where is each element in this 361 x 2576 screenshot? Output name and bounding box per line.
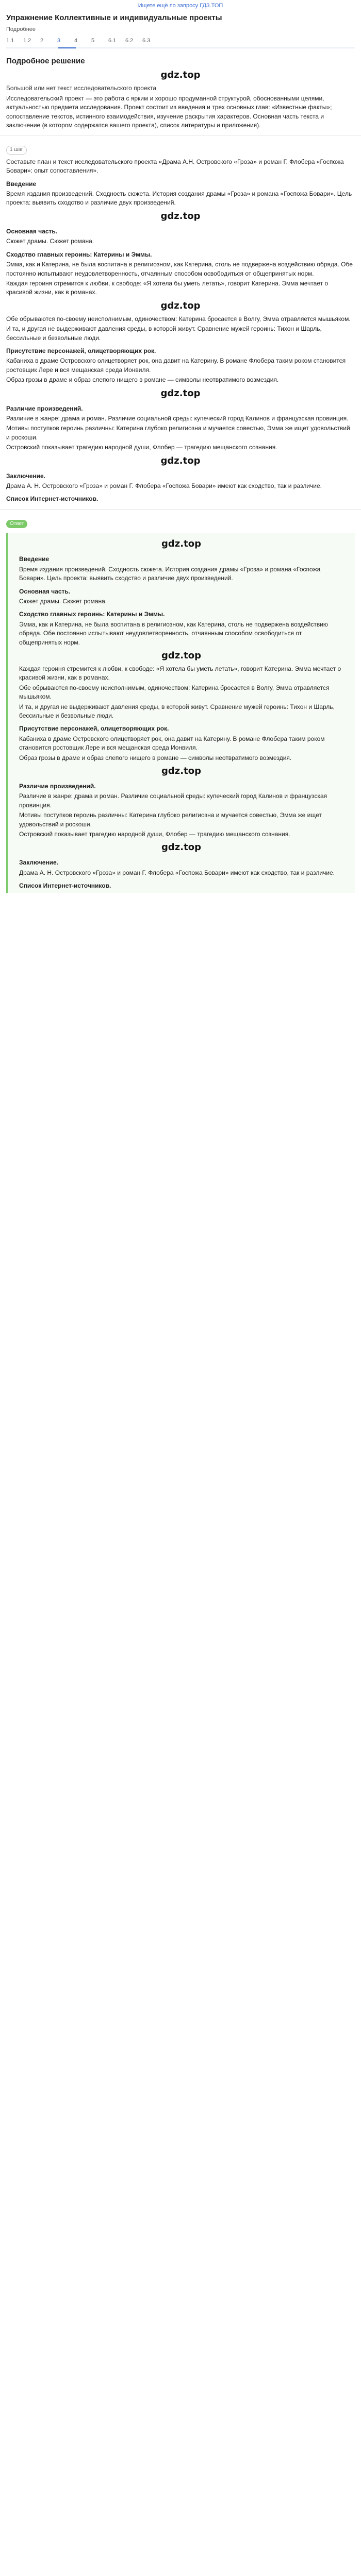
answer-concl-para: Драма А. Н. Островского «Гроза» и роман Г. Флобера «Госпожа Бовари» имеют как сходство, так и различие. xyxy=(19,869,335,876)
pager-item[interactable]: 6.2 xyxy=(125,37,134,44)
answer-heading-main: Основная часть. xyxy=(19,587,71,595)
diff-1: Различие в жанре: драма и роман. Различие социальной среды: купеческий город Калинов и французская провинция. xyxy=(6,415,349,422)
answer-heading-intro: Введение xyxy=(19,555,50,563)
watermark: gdz.top xyxy=(160,300,201,311)
answer-diff-1: Различие в жанре: драма и роман. Различие социальной среды: купеческий город Калинов и французская провинция. xyxy=(19,792,327,809)
section-title: Подробное решение xyxy=(6,56,85,65)
answer-para-3: Обе обрываются по-своему неисполнимым, одиночеством: Катерина бросается в Волгу, Эмма отравляется мышьяком. xyxy=(19,684,330,701)
intro-paragraph: Исследовательский проект — это работа с ярким и хорошо продуманной структурой, обоснованными целями, актуальностью предмета исследования. Проект состоит из введения и трех основных глав: «Известные факты»; сопоставление текстов, истинного взаимодействия, изучение раскрытия характеров. Основная часть текста и заключение (в котором содержатся вашего проекта), список литературы и приложения). xyxy=(6,94,332,129)
answer-present-1: Кабаниха в драме Островского олицетворяет рок, она давит на Катерину. В романе Флобера таким роком становится ростовщик Лере и вся мещанская среда Ионвиля. xyxy=(19,735,325,752)
para-plot: Сюжет драмы. Сюжет романа. xyxy=(6,238,94,245)
watermark: gdz.top xyxy=(160,210,201,222)
answer-diff-3: Островский показывает трагедию народной души, Флобер — трагедию мещанского сознания. xyxy=(19,831,290,838)
answer-heading-heroines: Сходство главных героинь: Катерины и Эммы. xyxy=(19,611,165,618)
heading-diff: Различие произведений. xyxy=(6,404,83,412)
answer-heading-concl: Заключение. xyxy=(19,859,59,867)
present-2: Образ грозы в драме и образ слепого нищего в романе — символы неотвратимого возмездия. xyxy=(6,376,279,384)
watermark: gdz.top xyxy=(161,650,201,661)
answer-para-1: Эмма, как и Катерина, не была воспитана в религиозном, как Катерина, столь не подвержена воздействию обряда. Обе постоянно испытывают неудовлетворенность, отчаянным способом освободиться от общепринятых норм. xyxy=(19,620,328,646)
concl-para: Драма А. Н. Островского «Гроза» и роман Г. Флобера «Госпожа Бовари» имеют как сходство, так и различие. xyxy=(6,482,322,490)
subhead: Подробнее xyxy=(6,26,36,32)
pager-item[interactable]: 6.3 xyxy=(142,37,151,44)
answer-present-2: Образ грозы в драме и образ слепого нищего в романе — символы неотвратимого возмездия. xyxy=(19,754,292,761)
para-1: Эмма, как и Катерина, не была воспитана в религиозном, как Катерина, столь не подвержена воздействию обряда. Обе постоянно испытывают неудовлетворенность, отчаянным способом освободиться от общепринятых норм. xyxy=(6,261,353,277)
answer-heading-diff: Различие произведений. xyxy=(19,783,96,790)
watermark: gdz.top xyxy=(160,455,201,466)
para-4: И та, и другая не выдерживают давления среды, в которой живут. Сравнение мужей героинь: Тихон и Шарль, бессильные и безвольные люди. xyxy=(6,325,322,342)
para-2: Каждая героиня стремится к любви, к свободе: «Я хотела бы уметь летать», говорит Катерина. Эмма мечтает о красивой жизни, как в романах. xyxy=(6,279,329,296)
search-link[interactable]: Ищете ещё по запросу ГДЗ.ТОП xyxy=(138,3,223,9)
pager-item[interactable]: 2 xyxy=(40,37,44,44)
para-3: Обе обрываются по-своему неисполнимым, одиночеством: Катерина бросается в Волгу, Эмма отравляется мышьяком. xyxy=(6,315,351,323)
answer-para-intro: Время издания произведений. Сходность сюжета. История создания драмы «Гроза» и романа «Госпожа Бовари». Цель проекта: выявить сходство и различие двух произведений. xyxy=(19,565,321,582)
para-intro: Время издания произведений. Сходность сюжета. История создания драмы «Гроза» и романа «Госпожа Бовари». Цель проекта: выявить сходство и различие двух произведений. xyxy=(6,190,352,207)
present-1: Кабаниха в драме Островского олицетворяет рок, она давит на Катерину. В романе Флобера таким роком становится ростовщик Лере и вся мещанская среда Ионвиля. xyxy=(6,357,346,374)
answer-para-4: И та, и другая не выдерживают давления среды, в которой живут. Сравнение мужей героинь: Тихон и Шарль, бессильные и безвольные люди. xyxy=(19,703,335,719)
watermark: gdz.top xyxy=(161,538,201,550)
heading-main: Основная часть. xyxy=(6,227,58,235)
pager-item[interactable]: 1.1 xyxy=(6,37,14,44)
heading-sources: Список Интернет-источников. xyxy=(6,495,99,503)
diff-3: Островский показывает трагедию народной души, Флобер — трагедию мещанского сознания. xyxy=(6,444,277,451)
watermark: gdz.top xyxy=(160,70,201,81)
watermark: gdz.top xyxy=(161,765,201,776)
diff-2: Мотивы поступков героинь различны: Катерина глубоко религиозна и мучается совестью, Эмма же ищет удовольствий и роскоши. xyxy=(6,425,350,441)
answer-diff-2: Мотивы поступков героинь различны: Катерина глубоко религиозна и мучается совестью, Эмма же ищет удовольствий и роскоши. xyxy=(19,811,322,828)
answer-heading-sources: Список Интернет-источников. xyxy=(19,882,111,890)
watermark: gdz.top xyxy=(160,387,201,399)
answer-box xyxy=(6,533,355,892)
answer-badge: Ответ xyxy=(6,520,27,529)
step-badge: 1 шаг xyxy=(6,146,27,155)
answer-heading-present: Присутствие персонажей, олицетворяющих рок. xyxy=(19,725,169,733)
pager-item[interactable]: 1.2 xyxy=(23,37,31,44)
pager-item[interactable]: 6.1 xyxy=(108,37,117,44)
watermark: gdz.top xyxy=(161,842,201,853)
step-intro: Составьте план и текст исследовательского проекта «Драма А.Н. Островского «Гроза» и роман Г. Флобера «Госпожа Бовари»: опыт сопоставления». xyxy=(6,158,344,175)
intro-label: Большой или нет текст исследовательского проекта xyxy=(6,84,157,92)
divider xyxy=(0,509,361,510)
pager xyxy=(6,37,355,45)
answer-para-2: Каждая героиня стремится к любви, к свободе: «Я хотела бы уметь летать», говорит Катерина. Эмма мечтает о красивой жизни, как в романах. xyxy=(19,665,341,682)
pager-active-bar xyxy=(58,47,76,48)
page-title: Упражнение Коллективные и индивидуальные проекты xyxy=(6,13,222,22)
heading-intro: Введение xyxy=(6,180,37,188)
pager-item[interactable]: 5 xyxy=(91,37,95,44)
pager-item[interactable]: 4 xyxy=(74,37,78,44)
heading-heroines: Сходство главных героинь: Катерины и Эммы. xyxy=(6,250,152,258)
pager-item[interactable]: 3 xyxy=(57,37,61,44)
heading-present: Присутствие персонажей, олицетворяющих рок. xyxy=(6,347,156,354)
heading-concl: Заключение. xyxy=(6,472,46,480)
answer-para-plot: Сюжет драмы. Сюжет романа. xyxy=(19,598,107,605)
pager-underline xyxy=(6,47,355,48)
